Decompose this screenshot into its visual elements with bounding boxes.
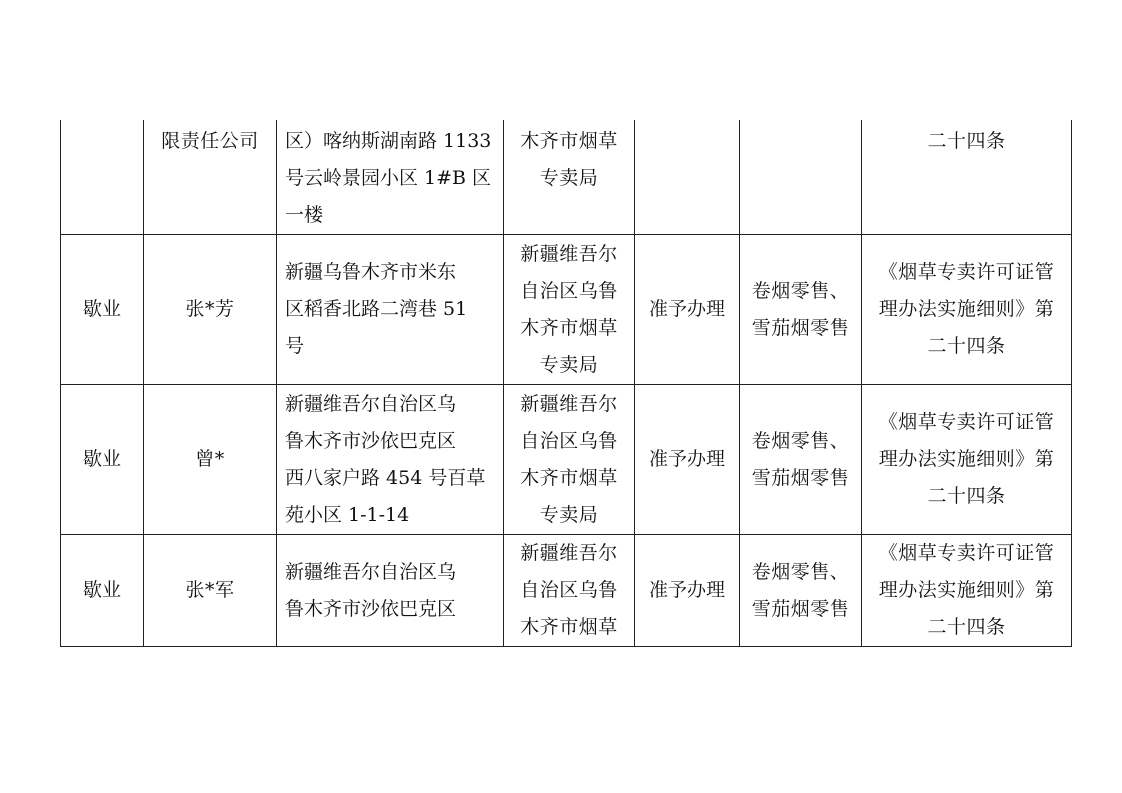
- license-records-table: [60, 120, 1072, 647]
- cell-address: [277, 120, 504, 235]
- table-row: [61, 120, 1072, 235]
- cell-basis: [862, 235, 1072, 385]
- cell-authority-line: 专卖局: [539, 503, 599, 526]
- cell-basis-line: 理办法实施细则》第: [878, 448, 1055, 470]
- cell-basis-line: 《烟草专卖许可证管: [878, 411, 1055, 433]
- cell-authority: [504, 535, 635, 647]
- cell-address-line: 号: [285, 335, 305, 357]
- cell-scope-line: 卷烟零售、: [751, 560, 850, 583]
- cell-authority-line: 新疆维吾尔: [520, 392, 618, 415]
- cell-address-line: 区）喀纳斯湖南路 1133: [285, 130, 492, 152]
- cell-authority: [504, 120, 635, 235]
- cell-basis-line: 二十四条: [927, 130, 1006, 152]
- cell-scope-line: 卷烟零售、: [751, 429, 850, 452]
- cell-scope-line: 卷烟零售、: [751, 279, 850, 302]
- cell-authority-line: 木齐市烟草: [520, 616, 618, 638]
- cell-type: [61, 120, 144, 235]
- cell-address-line: 苑小区 1-1-14: [285, 503, 410, 526]
- table-row: [61, 385, 1072, 535]
- cell-address-line: 鲁木齐市沙依巴克区: [285, 597, 457, 620]
- cell-address-line: 新疆维吾尔自治区乌: [285, 560, 457, 583]
- cell-name: [144, 535, 277, 647]
- cell-decision: [635, 235, 740, 385]
- cell-address: [277, 235, 504, 385]
- cell-basis-line: 二十四条: [927, 335, 1006, 357]
- cell-type-text: 歇业: [82, 298, 121, 320]
- cell-authority-line: 自治区乌鲁: [520, 279, 618, 302]
- cell-basis-line: 理办法实施细则》第: [878, 579, 1055, 601]
- cell-authority-line: 专卖局: [539, 167, 599, 189]
- cell-decision: [635, 385, 740, 535]
- cell-address: [277, 535, 504, 647]
- cell-authority: [504, 385, 635, 535]
- cell-basis-line: 二十四条: [927, 485, 1006, 507]
- cell-authority: [504, 235, 635, 385]
- cell-type-text: 歇业: [82, 448, 121, 470]
- cell-name: [144, 385, 277, 535]
- cell-basis: [862, 120, 1072, 235]
- cell-name-line: 曾*: [195, 448, 225, 470]
- cell-authority-line: 新疆维吾尔: [520, 242, 618, 265]
- table-row: [61, 235, 1072, 385]
- cell-authority-line: 木齐市烟草: [520, 130, 618, 152]
- cell-name-line: 限责任公司: [161, 130, 259, 152]
- cell-address-line: 一楼: [285, 204, 324, 226]
- cell-address-line: 新疆维吾尔自治区乌: [285, 392, 457, 415]
- cell-name-line: 张*芳: [185, 298, 235, 320]
- cell-scope-line: 雪茄烟零售: [751, 597, 850, 620]
- cell-authority-line: 新疆维吾尔: [520, 542, 618, 564]
- cell-name: [144, 235, 277, 385]
- cell-address-line: 新疆乌鲁木齐市米东: [285, 261, 457, 283]
- cell-type: [61, 385, 144, 535]
- cell-name-line: 张*军: [185, 579, 235, 601]
- cell-basis-line: 《烟草专卖许可证管: [878, 261, 1055, 283]
- cell-type: [61, 235, 144, 385]
- cell-address: [277, 385, 504, 535]
- cell-scope: [740, 535, 862, 647]
- cell-scope: [740, 385, 862, 535]
- cell-authority-line: 木齐市烟草: [520, 466, 618, 489]
- cell-basis: [862, 535, 1072, 647]
- cell-address-line: 鲁木齐市沙依巴克区: [285, 429, 457, 452]
- cell-scope: [740, 235, 862, 385]
- cell-scope: [740, 120, 862, 235]
- cell-type-text: 歇业: [82, 579, 121, 601]
- cell-decision: [635, 535, 740, 647]
- cell-authority-line: 自治区乌鲁: [520, 579, 618, 601]
- cell-scope-line: 雪茄烟零售: [751, 466, 850, 489]
- cell-address-line: 号云岭景园小区 1#B 区: [285, 167, 492, 189]
- cell-name: [144, 120, 277, 235]
- cell-type: [61, 535, 144, 647]
- cell-address-line: 区稻香北路二湾巷 51: [285, 298, 468, 320]
- cell-basis-line: 二十四条: [927, 616, 1006, 638]
- cell-decision-text: 准予办理: [648, 448, 725, 470]
- cell-authority-line: 木齐市烟草: [520, 316, 618, 339]
- cell-scope-line: 雪茄烟零售: [751, 316, 850, 339]
- table-row: [61, 535, 1072, 647]
- cell-decision-text: 准予办理: [648, 298, 725, 320]
- cell-basis: [862, 385, 1072, 535]
- table-body: [61, 120, 1072, 647]
- cell-decision-text: 准予办理: [648, 579, 725, 601]
- cell-address-line: 西八家户路 454 号百草: [285, 466, 486, 489]
- cell-basis-line: 《烟草专卖许可证管: [878, 542, 1055, 564]
- cell-authority-line: 专卖局: [539, 353, 599, 376]
- cell-basis-line: 理办法实施细则》第: [878, 298, 1055, 320]
- cell-decision: [635, 120, 740, 235]
- cell-authority-line: 自治区乌鲁: [520, 429, 618, 452]
